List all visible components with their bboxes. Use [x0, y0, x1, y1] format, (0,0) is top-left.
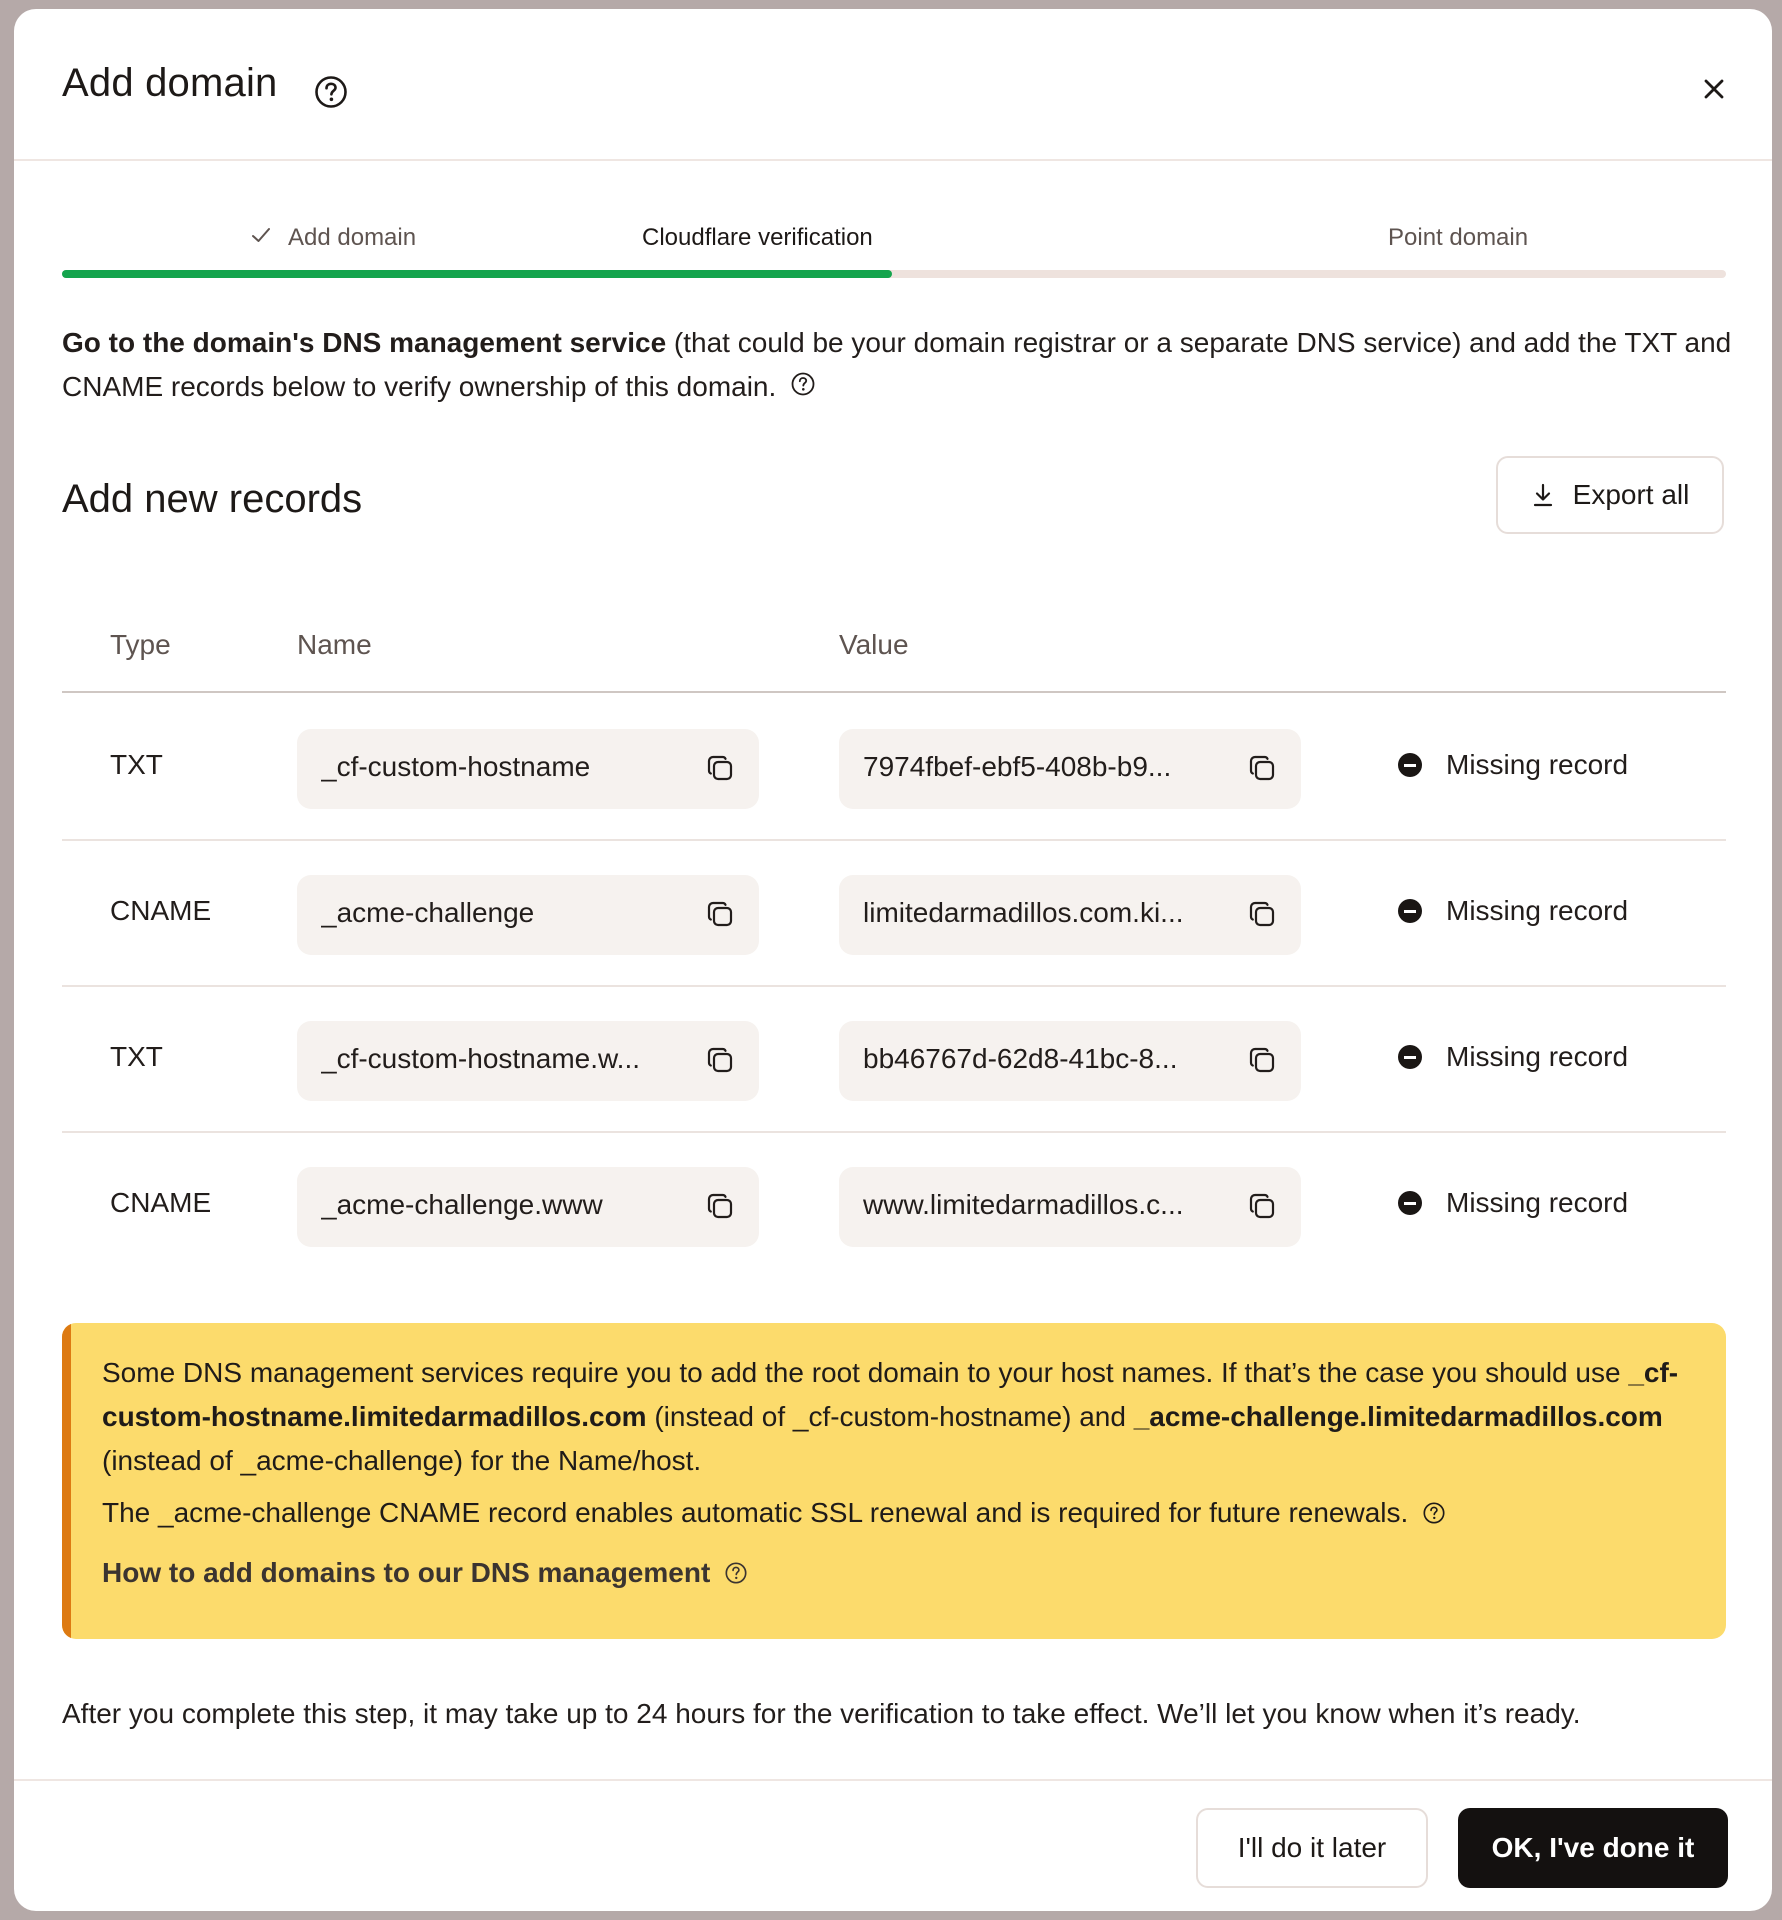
- instructions-text: [62, 321, 1742, 409]
- callout-ssl-text: [102, 1491, 1702, 1535]
- step-cloudflare-verification: Cloudflare verification: [642, 224, 873, 251]
- record-name-field[interactable]: [297, 1021, 759, 1101]
- callout-text: Some DNS management services require you to add the root domain to your host names. If that’s the case you should use: [102, 1357, 1629, 1388]
- step-add-domain: Add domain: [288, 224, 417, 251]
- export-all-label: Export all: [1572, 479, 1690, 510]
- copy-icon[interactable]: [705, 753, 735, 783]
- record-name-field[interactable]: [297, 1167, 759, 1247]
- modal-title: Add domain: [62, 61, 278, 105]
- record-value: 7974fbef-ebf5-408b-b9...: [863, 751, 1172, 782]
- record-status-text: Missing record: [1446, 1187, 1629, 1218]
- missing-record-icon: [1398, 753, 1422, 777]
- verification-timing-text: After you complete this step, it may take up to 24 hours for the verification to take effect. We’ll let you know when it’s ready.: [62, 1698, 1581, 1729]
- record-name: _acme-challenge: [321, 897, 535, 928]
- record-type: CNAME: [110, 895, 212, 926]
- column-header-type: Type: [110, 629, 171, 660]
- records-section-title: Add new records: [62, 477, 363, 521]
- help-circle-icon[interactable]: [1422, 1501, 1446, 1525]
- column-header-name: Name: [297, 629, 372, 660]
- record-name: _cf-custom-hostname: [321, 751, 591, 782]
- help-circle-icon[interactable]: [724, 1561, 748, 1585]
- record-status: [1398, 1187, 1628, 1219]
- table-header: [62, 609, 1726, 693]
- stepper: [62, 214, 1726, 284]
- progress-track: [62, 270, 1726, 278]
- table-row: [62, 841, 1726, 987]
- record-status: [1398, 1041, 1628, 1073]
- record-type: CNAME: [110, 1187, 212, 1218]
- done-button[interactable]: OK, I've done it: [1458, 1808, 1728, 1888]
- record-type: TXT: [110, 1041, 163, 1072]
- do-it-later-button[interactable]: I'll do it later: [1196, 1808, 1428, 1888]
- callout-root-domain-text: [102, 1351, 1702, 1483]
- record-value-field[interactable]: [839, 729, 1301, 809]
- copy-icon[interactable]: [1247, 1191, 1277, 1221]
- callout-text: (instead of _cf-custom-hostname) and: [646, 1401, 1134, 1432]
- warning-callout: [62, 1323, 1726, 1639]
- record-status-text: Missing record: [1446, 895, 1629, 926]
- record-status-text: Missing record: [1446, 749, 1629, 780]
- copy-icon[interactable]: [705, 1045, 735, 1075]
- export-all-button[interactable]: [1496, 456, 1724, 534]
- record-type: TXT: [110, 749, 163, 780]
- table-row: [62, 1133, 1726, 1279]
- record-status: [1398, 749, 1628, 781]
- callout-accent-bar: [62, 1323, 71, 1639]
- record-value-field[interactable]: [839, 1167, 1301, 1247]
- record-value: bb46767d-62d8-41bc-8...: [863, 1043, 1178, 1074]
- modal-header: [14, 9, 1772, 161]
- record-status-text: Missing record: [1446, 1041, 1629, 1072]
- record-name-field[interactable]: [297, 875, 759, 955]
- checkmark-icon: [250, 224, 272, 246]
- copy-icon[interactable]: [705, 1191, 735, 1221]
- progress-fill: [62, 270, 892, 278]
- instructions-rest: (that could be your domain registrar or a separate DNS service) and add the TXT and CNAME records below to verify ownership of this domain.: [62, 327, 1732, 402]
- dns-management-help-link[interactable]: How to add domains to our DNS management: [102, 1557, 711, 1588]
- callout-bold-hostname: _cf-custom-hostname.limitedarmadillos.com: [102, 1357, 1679, 1432]
- record-value-field[interactable]: [839, 1021, 1301, 1101]
- column-header-value: Value: [839, 629, 909, 660]
- callout-link-row: [102, 1551, 1702, 1595]
- copy-icon[interactable]: [1247, 899, 1277, 929]
- instructions-bold: Go to the domain's DNS management service: [62, 327, 667, 358]
- record-name-field[interactable]: [297, 729, 759, 809]
- help-circle-icon[interactable]: [790, 371, 816, 397]
- copy-icon[interactable]: [705, 899, 735, 929]
- record-value: www.limitedarmadillos.c...: [863, 1189, 1184, 1220]
- copy-icon[interactable]: [1247, 1045, 1277, 1075]
- record-name: _acme-challenge.www: [321, 1189, 603, 1220]
- record-value-field[interactable]: [839, 875, 1301, 955]
- record-status: [1398, 895, 1628, 927]
- callout-bold-acme: _acme-challenge.limitedarmadillos.com: [1133, 1401, 1663, 1432]
- download-icon: [1531, 482, 1555, 508]
- missing-record-icon: [1398, 1191, 1422, 1215]
- copy-icon[interactable]: [1247, 753, 1277, 783]
- modal-footer: [14, 1779, 1772, 1911]
- close-icon[interactable]: [1696, 71, 1732, 107]
- table-row: [62, 987, 1726, 1133]
- callout-text: The _acme-challenge CNAME record enables automatic SSL renewal and is required for future renewals.: [102, 1497, 1409, 1528]
- record-name: _cf-custom-hostname.w...: [321, 1043, 641, 1074]
- missing-record-icon: [1398, 1045, 1422, 1069]
- step-point-domain: Point domain: [1388, 224, 1529, 251]
- callout-text: (instead of _acme-challenge) for the Name/host.: [102, 1445, 702, 1476]
- add-domain-modal: [14, 9, 1772, 1911]
- table-row: [62, 695, 1726, 841]
- missing-record-icon: [1398, 899, 1422, 923]
- record-value: limitedarmadillos.com.ki...: [863, 897, 1184, 928]
- help-circle-icon[interactable]: [314, 75, 348, 109]
